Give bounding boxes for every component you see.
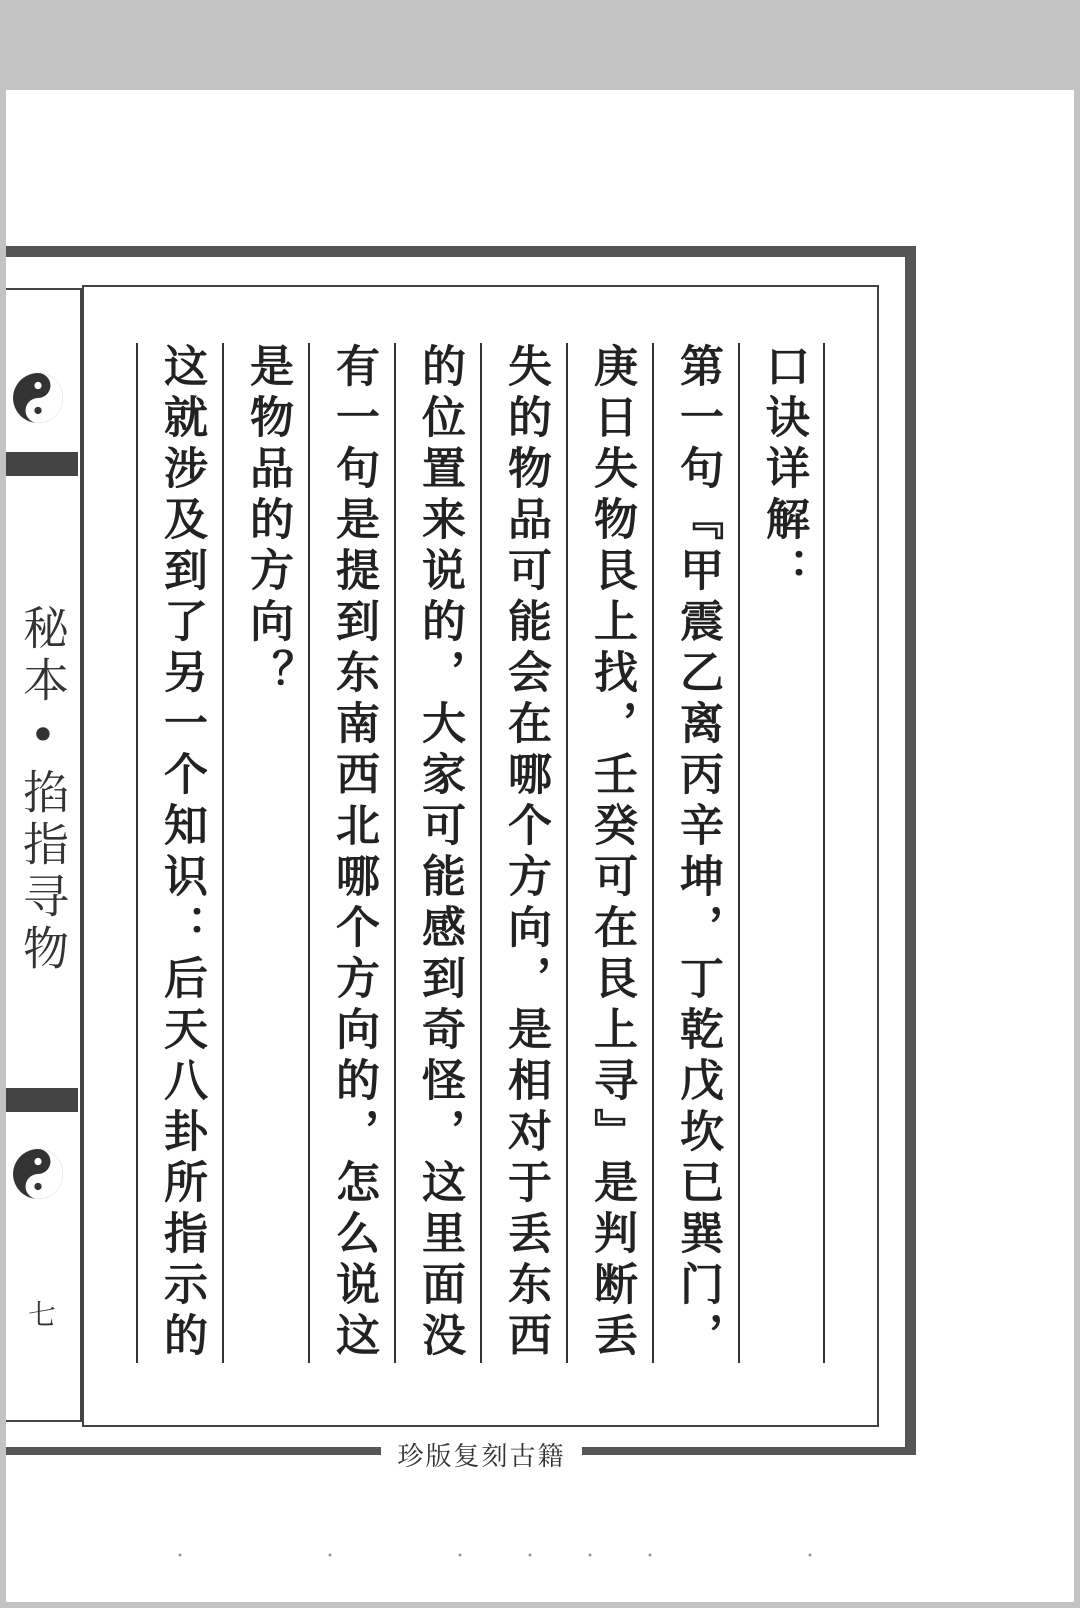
outer-frame-right bbox=[905, 246, 916, 1455]
text-column-2: 第一句『甲震乙离丙辛坤，丁乾戊坎已巽门， bbox=[672, 343, 723, 1363]
column-rule bbox=[394, 343, 396, 1363]
yin-yang-icon bbox=[12, 1148, 64, 1200]
spine-rule-vertical bbox=[80, 288, 82, 1422]
spine-rule-top bbox=[6, 288, 82, 290]
column-rule bbox=[823, 343, 825, 1363]
outer-frame-bottom-right bbox=[582, 1447, 916, 1455]
column-rule bbox=[222, 343, 224, 1363]
text-column-1: 口诀详解： bbox=[758, 343, 809, 598]
column-rule bbox=[136, 343, 138, 1363]
spine-rule-bottom bbox=[6, 1420, 82, 1422]
text-column-5: 的位置来说的，大家可能感到奇怪，这里面没 bbox=[414, 343, 465, 1363]
column-rule bbox=[480, 343, 482, 1363]
spine-title: 秘本•掐指寻物 bbox=[16, 604, 70, 976]
column-rule bbox=[652, 343, 654, 1363]
text-column-4: 失的物品可能会在哪个方向，是相对于丢东西 bbox=[500, 343, 551, 1363]
spine-bar-upper bbox=[6, 452, 78, 476]
column-rule bbox=[738, 343, 740, 1363]
outer-frame-top bbox=[6, 246, 916, 257]
scan-speckles bbox=[160, 1552, 860, 1558]
spine-bar-lower bbox=[6, 1088, 78, 1112]
footer-label: 珍版复刻古籍 bbox=[397, 1442, 566, 1472]
page-number: 七 bbox=[28, 1298, 57, 1331]
yin-yang-icon bbox=[12, 372, 64, 424]
text-column-3: 庚日失物艮上找，壬癸可在艮上寻』是判断丢 bbox=[586, 343, 637, 1363]
outer-frame-bottom-left bbox=[6, 1447, 381, 1455]
column-rule bbox=[566, 343, 568, 1363]
column-rule bbox=[308, 343, 310, 1363]
text-column-7: 是物品的方向？ bbox=[242, 343, 293, 700]
text-column-6: 有一句是提到东南西北哪个方向的，怎么说这 bbox=[328, 343, 379, 1363]
text-column-8: 这就涉及到了另一个知识：后天八卦所指示的 bbox=[156, 343, 207, 1363]
